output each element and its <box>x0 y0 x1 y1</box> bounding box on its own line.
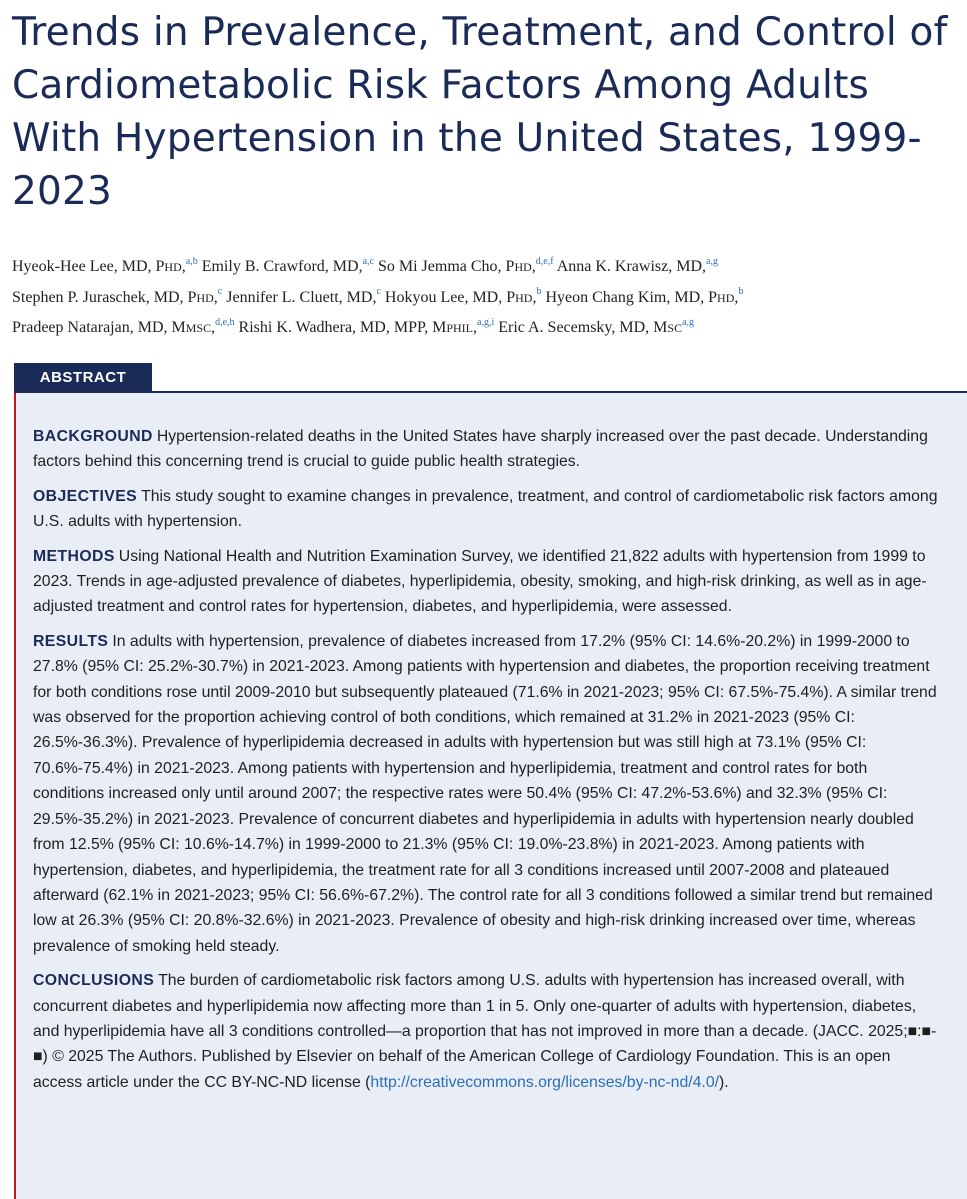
author: Stephen P. Juraschek, MD, PHD,$^c$ <box>12 286 223 306</box>
section-text: Hypertension-related deaths in the United States have sharply increased over the past decade. Understanding factors behind this concerning trend is crucial to guide public health strategies. <box>33 428 928 471</box>
abstract-tab: ABSTRACT <box>14 363 152 392</box>
author-name: Hokyou Lee, MD, <box>384 288 507 306</box>
author-degree: MPHIL <box>432 318 473 336</box>
author-name: Eric A. Secemsky, MD, <box>498 318 654 336</box>
author: Hokyou Lee, MD, PHD,$^b$ <box>384 286 542 306</box>
section-label: BACKGROUND <box>33 428 153 445</box>
author-name: Emily B. Crawford, MD, <box>201 258 363 276</box>
section-label: OBJECTIVES <box>33 487 138 505</box>
article-title: Trends in Prevalence, Treatment, and Control of Cardiometabolic Risk Factors Among Adults With Hypertension in the United States, 1999-2023 <box>12 10 948 214</box>
affiliation-superscript: a,g <box>706 256 718 267</box>
abstract-section-methods <box>33 544 938 620</box>
author-list <box>12 250 957 341</box>
section-text: In adults with hypertension, prevalence of diabetes increased from 17.2% (95% CI: 14.6%-20.2%) in 1999-2000 to 27.8% (95% CI: 25.2%-30.7%) in 2021-2023. Among patients with hypertension and diabetes, the proportion receiving treatment for both conditions rose until 2009-2010 but subsequently plateaued (71.6% in 2021-2023; 95% CI: 67.5%-75.4%). A similar trend was observed for the proportion achieving control of both conditions, which remained at 31.2% in 2021-2023 (95% CI: 26.5%-36.3%). Prevalence of hyperlipidemia decreased in adults with hypertension but was still high at 73.1% (95% CI: 70.6%-75.4%) in 2021-2023. Among patients with hypertension and hyperlipidemia, treatment and control rates for both conditions increased only until around 2007; the respective rates were 50.4% (95% CI: 47.2%-53.6%) and 32.3% (95% CI: 29.5%-35.2%) in 2021-2023. Prevalence of concurrent diabetes and hyperlipidemia in adults with hypertension nearly doubled from 12.5% (95% CI: 10.6%-14.7%) in 1999-2000 to 21.3% (95% CI: 19.0%-23.8%) in 2021-2023. Among patients with hypertension, diabetes, and hyperlipidemia, the treatment rate for all 3 conditions increased until 2007-2008 and plateaued afterward (62.1% in 2021-2023; 95% CI: 56.6%-67.2%). The control rate for all 3 conditions followed a similar trend but remained low at 26.3% (95% CI: 20.8%-32.6%) in 2021-2023. Prevalence of obesity and high-risk drinking increased over time, whereas prevalence of smoking held steady. <box>33 632 937 955</box>
affiliation-superscript: c <box>376 286 381 298</box>
author-line <box>12 280 957 310</box>
author <box>557 258 718 275</box>
author: Hyeok-Hee Lee, MD, PHD,$^{a,b}$ <box>12 256 198 276</box>
abstract-section-conclusions <box>33 968 938 1095</box>
author: So Mi Jemma Cho, PHD,$^{d,e,f}$ <box>377 256 554 276</box>
abstract-section-objectives <box>33 484 938 535</box>
affiliation-superscript: c <box>217 286 223 298</box>
section-label: METHODS <box>33 547 115 565</box>
author-line <box>12 311 957 341</box>
author: Rishi K. Wadhera, MD, MPP, MPHIL,$^{a,g,i}$ <box>238 316 495 336</box>
author-degree: PHD <box>506 288 533 306</box>
abstract-section-background <box>33 424 938 475</box>
author-name: Pradeep Natarajan, MD, <box>12 318 172 336</box>
author <box>202 258 374 275</box>
affiliation-superscript: d,e,h <box>215 316 235 328</box>
affiliation-superscript: a,g <box>682 316 695 328</box>
author-name: So Mi Jemma Cho, <box>377 258 506 276</box>
author-degree: MMSC <box>171 318 212 336</box>
affiliation-superscript: d,e,f <box>535 256 554 267</box>
abstract-section-results <box>33 629 938 959</box>
author-degree: PHD <box>155 258 182 276</box>
section-text: The burden of cardiometabolic risk factors among U.S. adults with hypertension has increased overall, with concurrent diabetes and hyperlipidemia now affecting more than 1 in 5. Only one-quarter of adults with hypertension, diabetes, and hyperlipidemia have all 3 conditions controlled—a proportion that has not improved in more than a decade. (JACC. 2025;■:■-■) © 2025 The Authors. Published by Elsevier on behalf of the American College of Cardiology Foundation. This is an open access article under the CC BY-NC-ND license ( <box>33 972 937 1091</box>
section-text-end: ). <box>719 1073 729 1091</box>
section-label: RESULTS <box>33 632 109 650</box>
author: Hyeon Chang Kim, MD, PHD,$^b$ <box>545 286 744 306</box>
affiliation-superscript: b <box>738 286 744 298</box>
author-name: Stephen P. Juraschek, MD, <box>12 288 188 306</box>
author-name: Rishi K. Wadhera, MD, MPP, <box>238 318 433 336</box>
section-label: CONCLUSIONS <box>33 972 155 990</box>
section-text: This study sought to examine changes in prevalence, treatment, and control of cardiometabolic risk factors among U.S. adults with hypertension. <box>33 487 938 531</box>
license-link[interactable]: http://creativecommons.org/licenses/by-nc-nd/4.0/ <box>370 1073 719 1091</box>
author <box>498 316 695 336</box>
author-degree: MSC <box>653 318 683 336</box>
author-degree: PHD <box>505 258 532 276</box>
affiliation-superscript: b <box>536 286 542 298</box>
abstract-body <box>33 424 938 1104</box>
affiliation-superscript: a,g,i <box>477 316 495 328</box>
affiliation-superscript: a,c <box>362 256 374 267</box>
author-degree: PHD <box>187 288 214 306</box>
affiliation-superscript: a,b <box>185 256 198 267</box>
section-text: Using National Health and Nutrition Examination Survey, we identified 21,822 adults with hypertension from 1999 to 2023. Trends in age-adjusted prevalence of diabetes, hyperlipidemia, obesity, smoking, and high-risk drinking, as well as in age-adjusted treatment and control rates for hypertension, diabetes, and hyperlipidemia, were assessed. <box>33 547 927 616</box>
author-name: Jennifer L. Cluett, MD, <box>226 288 377 306</box>
author-degree: PHD <box>708 288 735 306</box>
author <box>226 286 381 306</box>
author-name: Anna K. Krawisz, MD, <box>556 258 706 276</box>
author: Pradeep Natarajan, MD, MMSC,$^{d,e,h}$ <box>12 316 235 336</box>
author-name: Hyeok-Hee Lee, MD, <box>12 258 156 276</box>
author-name: Hyeon Chang Kim, MD, <box>545 288 709 306</box>
author-line <box>12 250 957 280</box>
